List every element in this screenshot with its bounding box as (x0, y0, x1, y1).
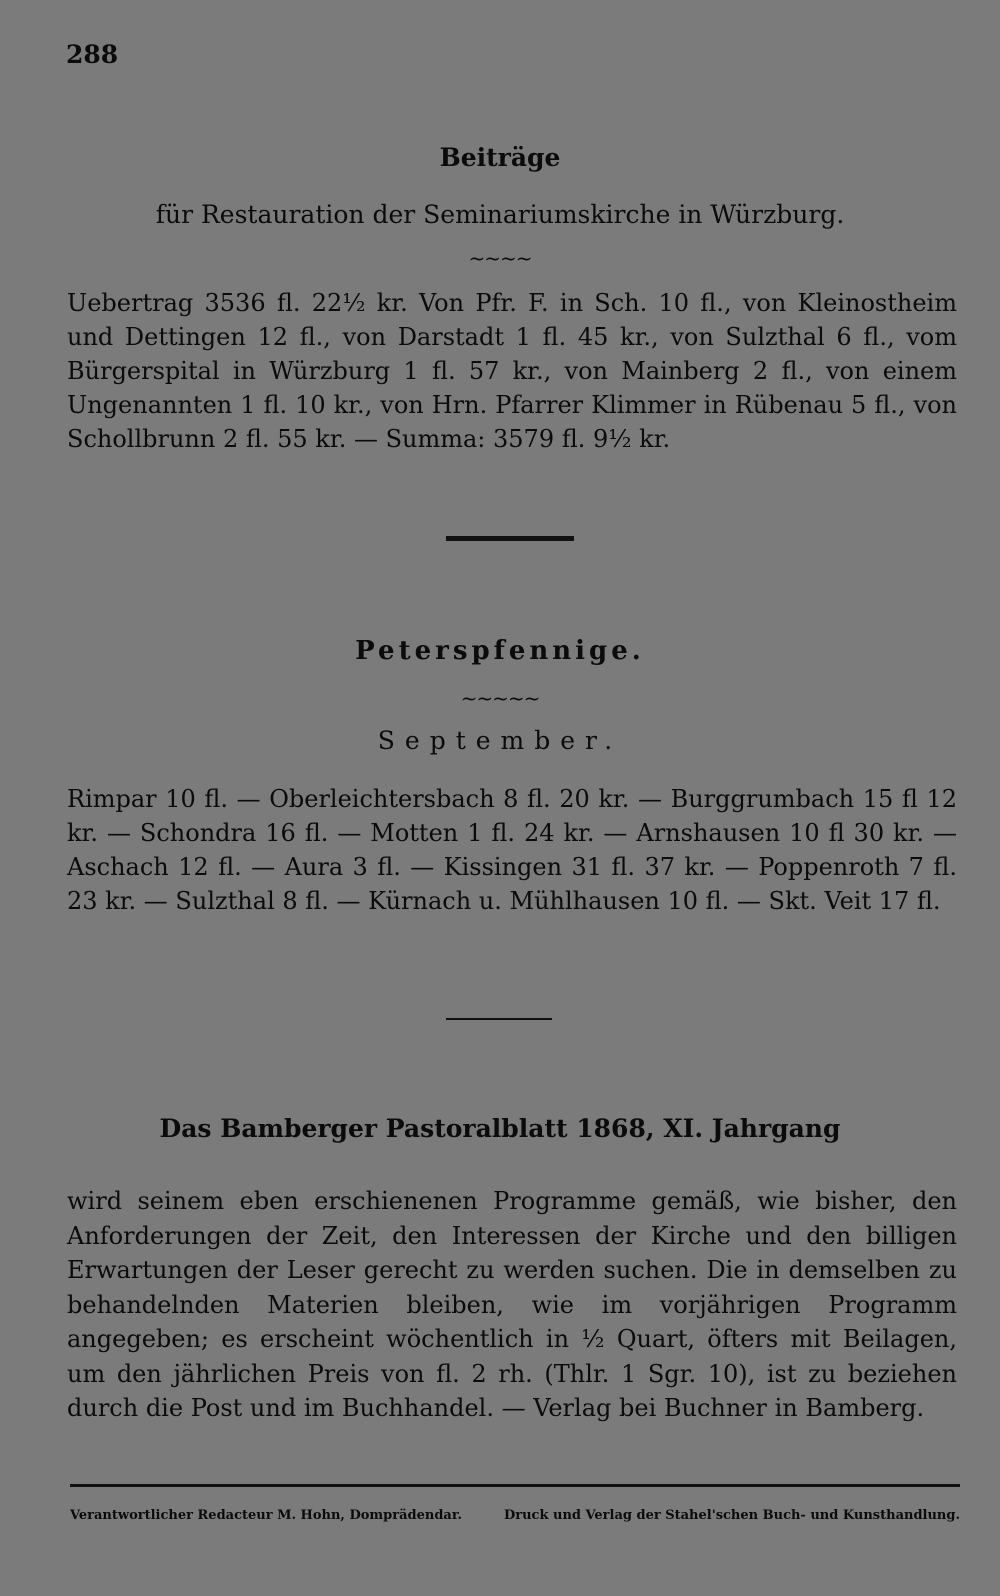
pastoralblatt-paragraph: wird seinem eben erschienenen Programme gemäß, wie bisher, den Anforderungen der Zeit, den Interessen der Kirche und den billigen Erwartungen der Leser gerecht zu werden suchen. Die in demselben zu behandelnden Materien bleiben, wie im vorjährigen Programm angegeben; es erscheint wöchentlich in ½ Quart, öfters mit Beilagen, um den jährlichen Preis von fl. 2 rh. (Thlr. 1 Sgr. 10), ist zu beziehen durch die Post und im Buchhandel. — Verlag bei Buchner in Bamberg. (67, 1187, 957, 1422)
section-title-peterspfennige: Peterspfennige. (355, 636, 645, 666)
footer-publisher: Druck und Verlag der Stahel'schen Buch- und Kunsthandlung. (503, 1508, 960, 1523)
section-divider-thin (446, 1018, 552, 1020)
pastoralblatt-body (67, 1184, 957, 1426)
beitraege-body (67, 286, 957, 456)
ornament-divider: ~~~~ (468, 246, 532, 270)
footer-editor: Verantwortlicher Redacteur M. Hohn, Domprädendar. (70, 1508, 463, 1523)
peterspfennige-paragraph: Rimpar 10 fl. — Oberleichtersbach 8 fl. 20 kr. — Burggrumbach 15 fl 12 kr. — Schondra 16 fl. — Motten 1 fl. 24 kr. — Arnshausen 10 fl 30 kr. — Aschach 12 fl. — Aura 3 fl. — Kissingen 31 fl. 37 kr. — Poppenroth 7 fl. 23 kr. — Sulzthal 8 fl. — Kürnach u. Mühlhausen 10 fl. — Skt. Veit 17 fl. (67, 785, 957, 915)
beitraege-paragraph: Uebertrag 3536 fl. 22½ kr. Von Pfr. F. in Sch. 10 fl., von Kleinostheim und Dettingen 12 fl., von Darstadt 1 fl. 45 kr., von Sulzthal 6 fl., vom Bürgerspital in Würzburg 1 fl. 57 kr., von Mainberg 2 fl., von einem Ungenannten 1 fl. 10 kr., von Hrn. Pfarrer Klimmer in Rübenau 5 fl., von Schollbrunn 2 fl. 55 kr. — Summa: 3579 fl. 9½ kr. (67, 289, 957, 453)
footer-imprint (70, 1508, 960, 1523)
peterspfennige-body (67, 782, 957, 918)
page-number: 288 (66, 40, 119, 69)
section-title-pastoralblatt: Das Bamberger Pastoralblatt 1868, XI. Jahrgang (159, 1114, 841, 1143)
section-subtitle-september: September. (377, 726, 623, 755)
ornament-divider: ~~~~~ (460, 686, 540, 710)
footer-rule (70, 1484, 960, 1487)
section-divider-thick (446, 536, 574, 541)
section-title-beitraege: Beiträge (439, 143, 561, 172)
section-subtitle-restauration: für Restauration der Seminariumskirche in Würzburg. (155, 200, 845, 229)
